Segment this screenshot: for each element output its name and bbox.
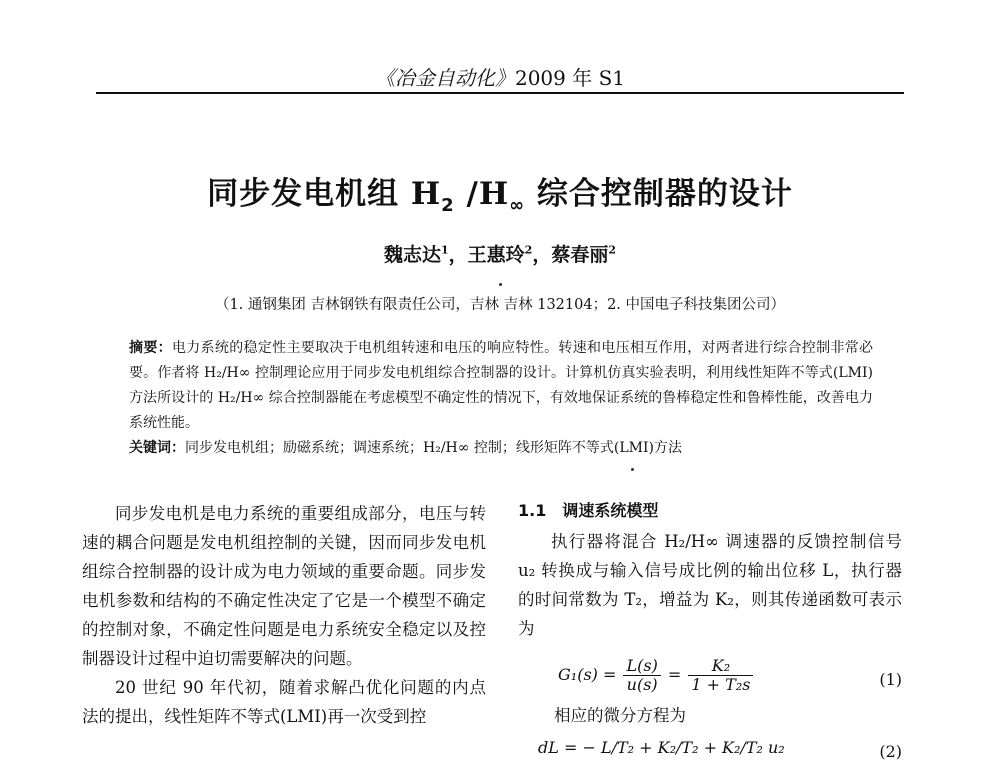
abstract-label: 摘要： xyxy=(129,340,172,356)
keywords xyxy=(129,437,873,457)
body-paragraph: 同步发电机是电力系统的重要组成部分，电压与转速的耦合问题是发电机组控制的关键，因而同步发电机组综合控制器的设计成为电力领域的重要命题。同步发电机参数和结构的不确定性决定了它是一个模型不确定的控制对象，不确定性问题是电力系统安全稳定以及控制器设计过程中迫切需要解决的问题。 xyxy=(82,504,486,668)
left-column xyxy=(82,499,486,731)
journal-name: 《冶金自动化》 xyxy=(374,66,515,90)
body-paragraph: 20 世纪 90 年代初，随着求解凸优化问题的内点法的提出，线性矩阵不等式(LMI)再一次受到控 xyxy=(82,678,486,726)
keywords-label: 关键词： xyxy=(129,440,185,456)
scan-dot xyxy=(631,468,634,471)
body-paragraph: 相应的微分方程为 xyxy=(554,706,686,725)
author: 魏志达 xyxy=(383,244,441,266)
scan-dot xyxy=(499,283,502,286)
running-header xyxy=(0,62,1000,91)
header-rule xyxy=(96,92,904,94)
equation-1: G₁(s) = $\frac{L(s)}{u(s)}$ = $\frac{\text{K₂}}{\text{1 + T₂s}}$ (1) xyxy=(558,656,902,694)
equation-number: (1) xyxy=(879,670,902,689)
author: 蔡春丽 xyxy=(551,244,609,266)
journal-issue: 2009 年 S1 xyxy=(514,66,626,90)
abstract xyxy=(129,336,873,436)
equation-number: (2) xyxy=(879,742,902,761)
paper-title: 同步发电机组 $H_2$ $/H_\infty$ 综合控制器的设计 xyxy=(207,176,793,217)
author: 王惠玲 xyxy=(467,244,525,266)
right-column xyxy=(518,527,902,761)
body-paragraph: 执行器将混合 H₂/H∞ 调速器的反馈控制信号 u₂ 转换成与输入信号成比例的输出位移 L，执行器的时间常数为 T₂，增益为 K₂，则其传递函数可表示为 xyxy=(518,532,902,638)
author-list: 魏志达$^1$，王惠玲$^2$，蔡春丽$^2$ xyxy=(383,243,617,266)
abstract-text: 电力系统的稳定性主要取决于电机组转速和电压的响应特性。转速和电压相互作用，对两者进行综合控制非常必要。作者将 H₂/H∞ 控制理论应用于同步发电机组综合控制器的设计。计算机仿真实验表明，利用线性矩阵不等式(LMI)方法所设计的 H₂/H∞ 综合控制器能在考虑模型不确定性的情况下，有效地保证系统的鲁棒稳定性和鲁棒性能，改善电力系统性能。 xyxy=(129,340,874,431)
section-heading: 1.1 调速系统模型 xyxy=(518,501,659,520)
keywords-text: 同步发电机组；励磁系统；调速系统；H₂/H∞ 控制；线形矩阵不等式(LMI)方法 xyxy=(185,440,682,456)
affiliation: （1. 通钢集团 吉林钢铁有限责任公司，吉林 吉林 132104；2. 中国电子科技集团公司） xyxy=(214,297,786,313)
equation-2: dL = − L/T₂ + K₂/T₂ + K₂/T₂ u₂ (2) xyxy=(518,733,902,762)
